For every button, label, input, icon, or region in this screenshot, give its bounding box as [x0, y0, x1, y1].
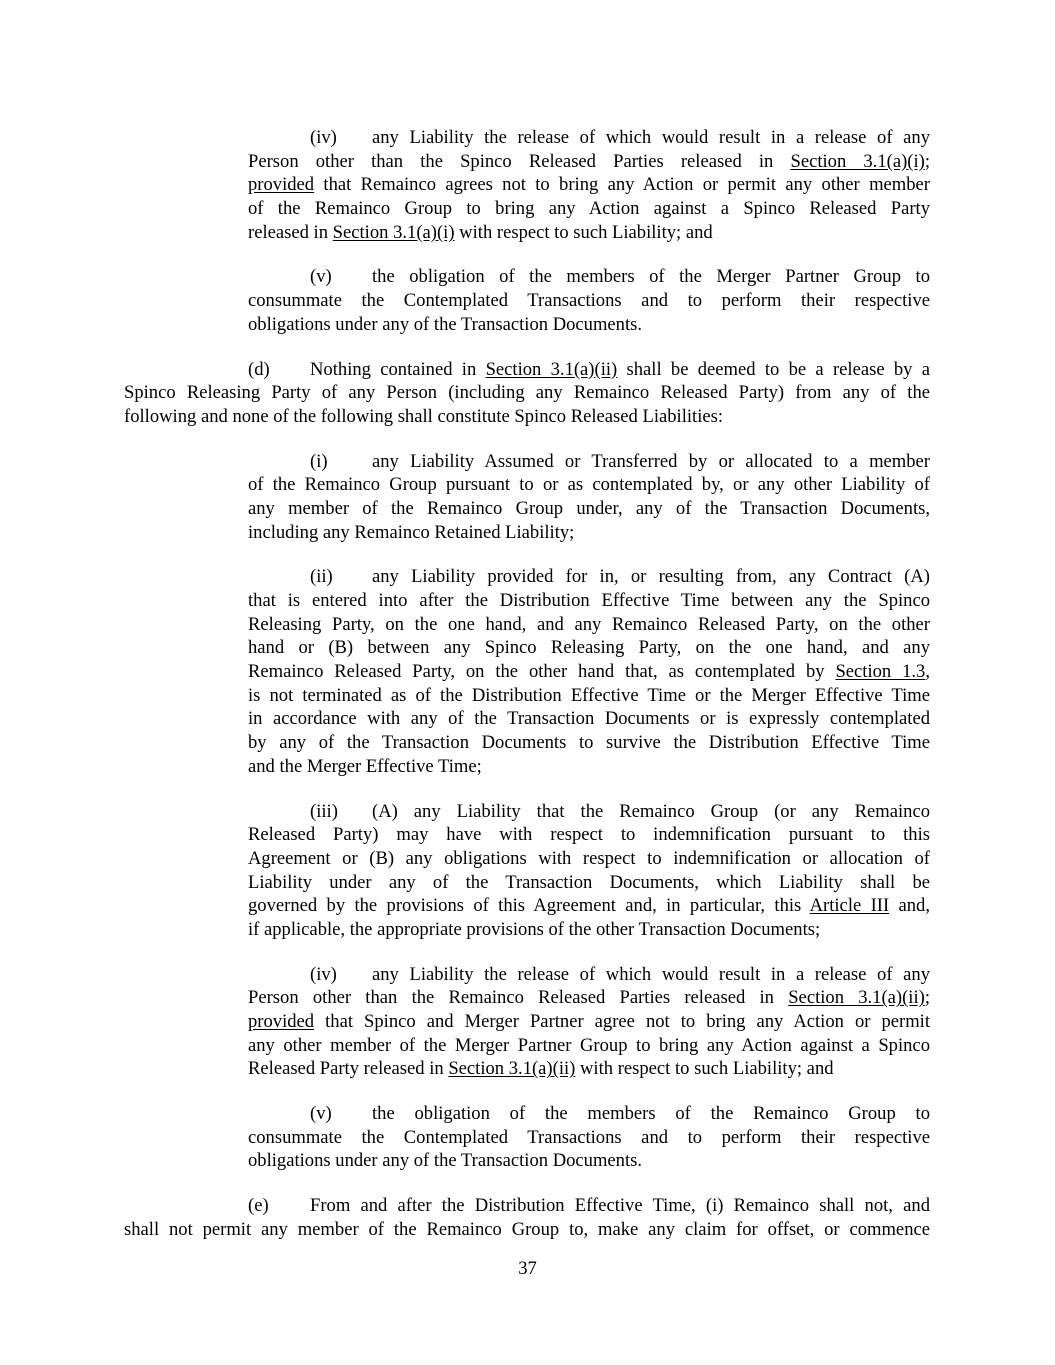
text-run: the obligation of the members of the Merger Partner Group to: [372, 266, 930, 288]
clause-paragraph: [248, 450, 930, 545]
text-line: [248, 684, 930, 708]
clause-paragraph: [248, 963, 930, 1081]
text-run: the obligation of the members of the Remainco Group to: [372, 1103, 930, 1125]
page-number: 37: [518, 1258, 537, 1279]
text-line: [248, 1034, 930, 1058]
clause-label: (iv): [310, 963, 337, 985]
text-run: with respect to such Liability; and: [575, 1058, 834, 1080]
cross-reference: Section 3.1(a)(ii): [788, 987, 925, 1009]
text-line: [248, 173, 930, 197]
cross-reference: Section 3.1(a)(i): [790, 150, 925, 172]
text-run: obligations under any of the Transaction Documents.: [248, 1150, 643, 1172]
clause-paragraph: [248, 265, 930, 336]
text-line: [248, 1126, 930, 1150]
text-run: ,: [925, 661, 931, 683]
text-line: [248, 126, 930, 150]
text-run: in accordance with any of the Transaction Documents or is expressly contemplated: [248, 708, 930, 730]
text-run: with respect to such Liability; and: [454, 221, 713, 243]
text-run: From and after the Distribution Effective Time, (i) Remainco shall not, and: [310, 1195, 930, 1217]
clause-label: (v): [310, 266, 332, 288]
cross-reference: provided: [248, 1011, 315, 1032]
text-run: of the Remainco Group to bring any Action against a Spinco Released Party: [248, 198, 930, 220]
text-run: Nothing contained in: [310, 358, 486, 380]
text-line: [124, 358, 930, 382]
text-run: Spinco Releasing Party of any Person (including any Remainco Released Party) from any of the: [124, 382, 930, 404]
cross-reference: Article III: [809, 895, 890, 917]
text-line: [248, 1010, 930, 1034]
text-run: ;: [924, 150, 930, 172]
text-line: [248, 150, 930, 174]
text-line: [248, 986, 930, 1010]
text-line: [248, 221, 930, 245]
text-line: [248, 265, 930, 289]
text-line: [248, 1149, 930, 1173]
clause-paragraph: [124, 358, 930, 429]
text-run: and the Merger Effective Time;: [248, 755, 482, 777]
clause-label: (v): [310, 1103, 332, 1125]
cross-reference: Section 3.1(a)(i): [332, 221, 455, 243]
text-run: Person other than the Remainco Released Parties released in: [248, 987, 789, 1009]
text-line: [248, 755, 930, 779]
cross-reference: Section 3.1(a)(ii): [485, 358, 618, 380]
text-line: [248, 660, 930, 684]
text-line: [248, 731, 930, 755]
text-run: Liability under any of the Transaction Documents, which Liability shall be: [248, 871, 930, 893]
text-run: Remainco Released Party, on the other hand that, as contemplated by: [248, 661, 836, 683]
text-line: [124, 1194, 930, 1218]
text-run: any member of the Remainco Group under, any of the Transaction Documents,: [248, 497, 930, 519]
document-body: [0, 126, 1055, 1263]
text-run: any Liability the release of which would result in a release of any: [372, 963, 930, 985]
text-run: any Liability Assumed or Transferred by or allocated to a member: [372, 450, 930, 472]
text-run: shall be deemed to be a release by a: [617, 358, 930, 380]
clause-label: (e): [248, 1195, 269, 1217]
text-run: Person other than the Spinco Released Parties released in: [248, 150, 791, 172]
clause-paragraph: [248, 126, 930, 244]
text-run: Released Party) may have with respect to indemnification pursuant to this: [248, 824, 930, 846]
clause-paragraph: [248, 1102, 930, 1173]
text-line: [248, 497, 930, 521]
text-run: including any Remainco Retained Liability;: [248, 521, 575, 543]
text-run: consummate the Contemplated Transactions and to perform their respective: [248, 290, 930, 312]
text-line: [248, 589, 930, 613]
clause-paragraph: [124, 1194, 930, 1241]
text-line: [248, 894, 930, 918]
text-run: by any of the Transaction Documents to survive the Distribution Effective Time: [248, 732, 930, 754]
text-run: any Liability the release of which would result in a release of any: [372, 127, 930, 148]
text-run: Releasing Party, on the one hand, and any Remainco Released Party, on the other: [248, 613, 930, 635]
text-run: (A) any Liability that the Remainco Group (or any Remainco: [372, 800, 930, 822]
text-run: governed by the provisions of this Agreement and, in particular, this: [248, 895, 810, 917]
text-line: [248, 521, 930, 545]
text-run: Agreement or (B) any obligations with respect to indemnification or allocation of: [248, 847, 930, 869]
clause-label: (iv): [310, 127, 337, 148]
text-line: [248, 613, 930, 637]
text-run: and,: [889, 895, 930, 917]
text-run: is not terminated as of the Distribution Effective Time or the Merger Effective Time: [248, 684, 930, 706]
text-line: [248, 871, 930, 895]
text-run: Released Party released in: [248, 1058, 449, 1080]
text-line: [248, 1102, 930, 1126]
text-run: hand or (B) between any Spinco Releasing Party, on the one hand, and any: [248, 637, 930, 659]
text-run: that Spinco and Merger Partner agree not to bring any Action or permit: [314, 1011, 930, 1032]
text-run: obligations under any of the Transaction Documents.: [248, 313, 643, 335]
text-run: consummate the Contemplated Transactions and to perform their respective: [248, 1126, 930, 1148]
text-run: of the Remainco Group pursuant to or as contemplated by, or any other Liability of: [248, 474, 930, 496]
clause-paragraph: [248, 800, 930, 942]
cross-reference: Section 1.3: [835, 661, 926, 683]
clause-paragraph: [248, 565, 930, 778]
text-line: [248, 565, 930, 589]
text-run: shall not permit any member of the Remainco Group to, make any claim for offset, or commence: [124, 1218, 930, 1240]
text-line: [248, 636, 930, 660]
text-line: [248, 1057, 930, 1081]
text-run: that is entered into after the Distribution Effective Time between any the Spinco: [248, 590, 930, 611]
text-run: ;: [924, 987, 931, 1009]
text-line: [124, 405, 930, 429]
text-line: [248, 289, 930, 313]
text-line: [248, 800, 930, 824]
text-line: [124, 1218, 930, 1242]
clause-label: (ii): [310, 566, 333, 588]
text-run: any other member of the Merger Partner Group to bring any Action against a Spinco: [248, 1034, 930, 1056]
text-run: any Liability provided for in, or resulting from, any Contract (A): [372, 566, 930, 588]
clause-label: (d): [248, 358, 270, 380]
text-run: following and none of the following shall constitute Spinco Released Liabilities:: [124, 405, 724, 427]
text-line: [248, 473, 930, 497]
text-line: [248, 313, 930, 337]
clause-label: (i): [310, 450, 328, 472]
clause-label: (iii): [310, 800, 338, 822]
text-run: that Remainco agrees not to bring any Action or permit any other member: [314, 174, 930, 196]
text-line: [248, 918, 930, 942]
text-line: [124, 381, 930, 405]
text-line: [248, 963, 930, 987]
text-line: [248, 823, 930, 847]
cross-reference: Section 3.1(a)(ii): [448, 1058, 576, 1080]
text-line: [248, 197, 930, 221]
text-run: released in: [248, 221, 333, 243]
text-run: if applicable, the appropriate provisions of the other Transaction Documents;: [248, 918, 821, 940]
text-line: [248, 847, 930, 871]
text-line: [248, 707, 930, 731]
cross-reference: provided: [248, 174, 315, 196]
text-line: [248, 450, 930, 474]
